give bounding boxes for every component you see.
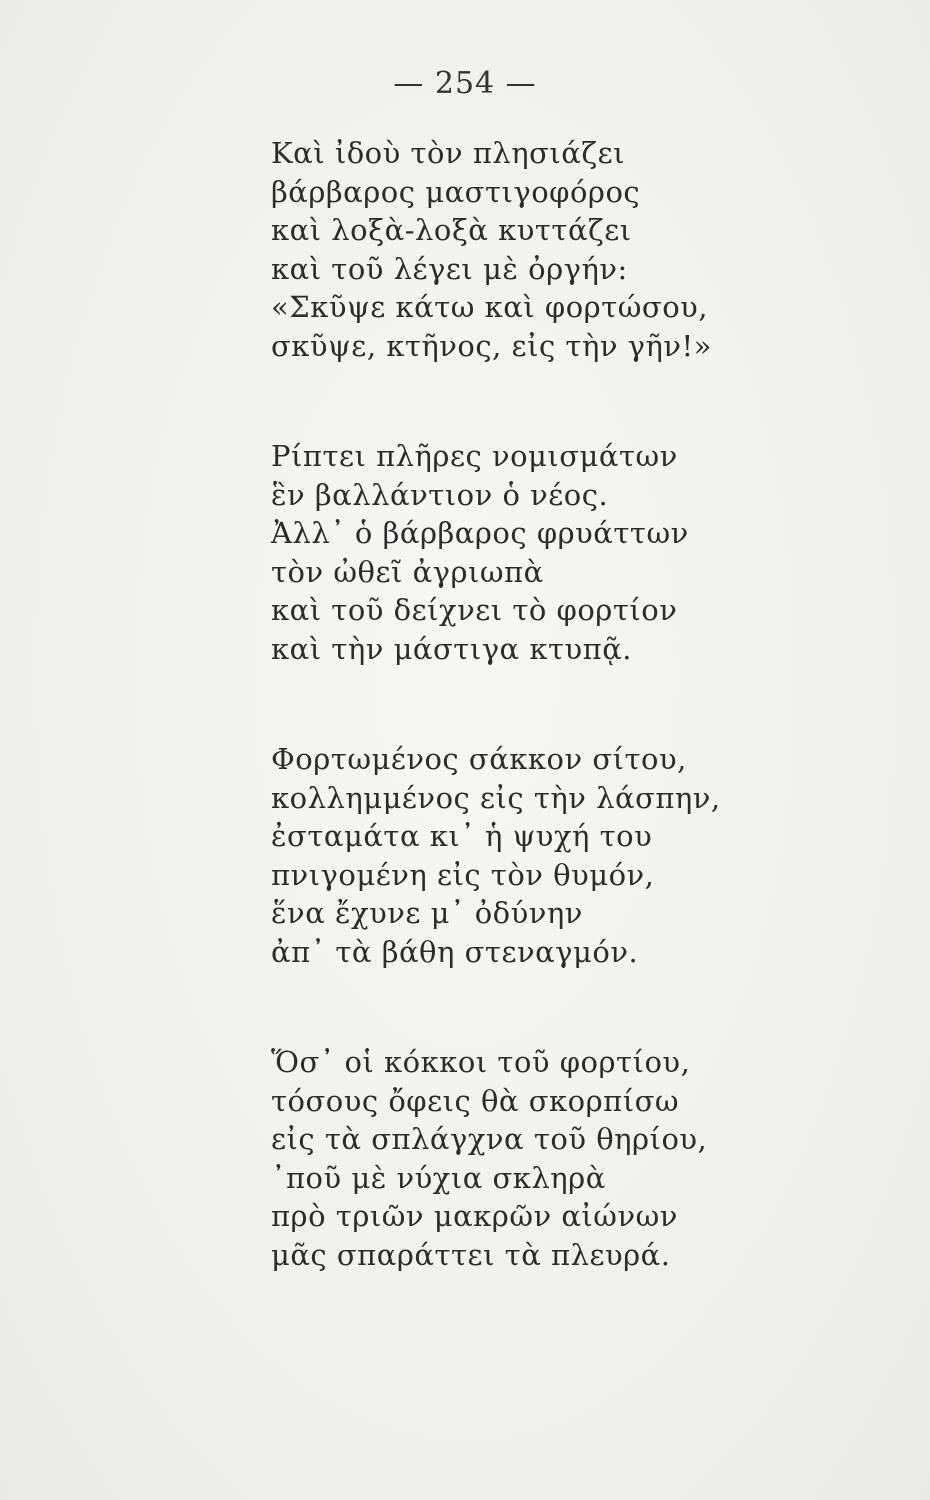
poem-line: καὶ τὴν μάστιγα κτυπᾷ. <box>271 631 632 666</box>
poem-line: καὶ τοῦ λέγει μὲ ὀργήν: <box>271 251 628 286</box>
stanza-1 <box>271 134 871 365</box>
poem-line: ᾿ποῦ μὲ νύχια σκληρὰ <box>271 1160 606 1195</box>
poem-line: ἓν βαλλάντιον ὁ νέος. <box>271 477 609 512</box>
poem-line: ἀπ᾿ τὰ βάθη στεναγμόν. <box>271 934 639 969</box>
poem-line: πρὸ τριῶν μακρῶν αἰώνων <box>271 1199 678 1233</box>
poem-line: καὶ λοξὰ-λοξὰ κυττάζει <box>271 213 632 247</box>
poem-line: βάρβαρος μαστιγοφόρος <box>271 174 641 209</box>
stanza-3 <box>271 740 871 971</box>
stanza-4 <box>271 1043 871 1274</box>
page-number: — 254 — <box>393 66 537 101</box>
poem-line: εἰς τὰ σπλάγχνα τοῦ θηρίου, <box>271 1122 708 1156</box>
poem-line: Ὅσ᾿ οἱ κόκκοι τοῦ φορτίου, <box>271 1045 691 1079</box>
poem-line: κολλημμένος εἰς τὴν λάσπην, <box>271 780 721 815</box>
poem-line: σκῦψε, κτῆνος, εἰς τὴν γῆν!» <box>271 328 712 363</box>
poem-line: τὸν ὠθεῖ ἀγριωπὰ <box>271 554 544 589</box>
poem-line: Καὶ ἰδοὺ τὸν πλησιάζει <box>271 136 626 170</box>
poem-line: ἕνα ἔχυνε μ᾿ ὀδύνην <box>271 896 583 930</box>
poem-line: τόσους ὄφεις θὰ σκορπίσω <box>271 1083 680 1118</box>
poem-line: «Σκῦψε κάτω καὶ φορτώσου, <box>271 290 709 324</box>
poem-line: Ἀλλ᾿ ὁ βάρβαρος φρυάττων <box>271 516 689 550</box>
poem-line: Φορτωμένος σάκκον σίτου, <box>271 742 687 776</box>
poem-line: πνιγομένη εἰς τὸν θυμόν, <box>271 857 655 892</box>
poem-line: μᾶς σπαράττει τὰ πλευρά. <box>271 1237 671 1272</box>
poem-line: ἐσταμάτα κι᾿ ἡ ψυχή του <box>271 819 653 853</box>
poem-line: Ρίπτει πλῆρες νομισμάτων <box>271 439 678 473</box>
stanza-2 <box>271 437 871 668</box>
poem-line: καὶ τοῦ δείχνει τὸ φορτίον <box>271 593 678 627</box>
